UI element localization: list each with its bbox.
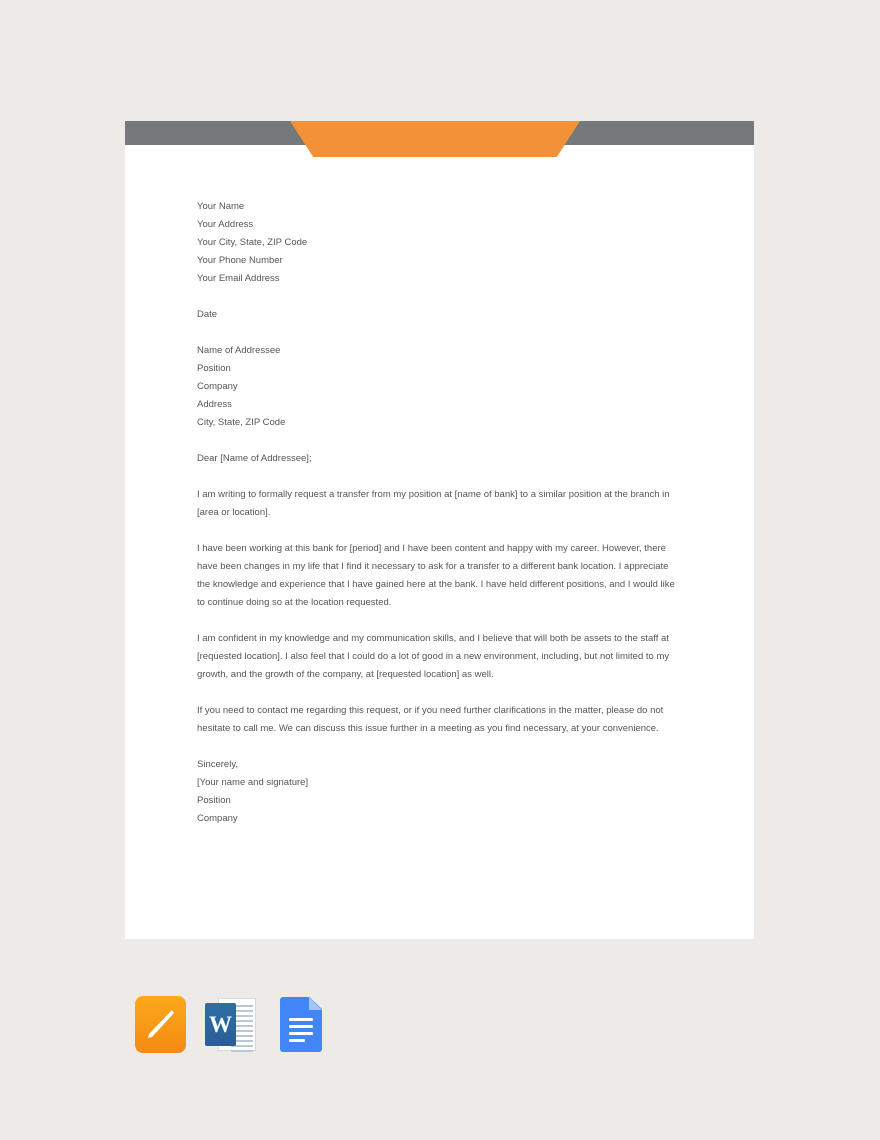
sender-line: Your Email Address bbox=[197, 273, 280, 284]
recipient-address-block bbox=[197, 342, 682, 432]
closing-line: Sincerely, bbox=[197, 759, 239, 770]
gdocs-corner-fold bbox=[309, 997, 322, 1010]
closing-block bbox=[197, 756, 682, 828]
pencil-glyph bbox=[146, 1008, 175, 1040]
salutation: Dear [Name of Addressee]; bbox=[197, 453, 312, 464]
closing-line: Position bbox=[197, 795, 231, 806]
salutation-block bbox=[197, 450, 682, 468]
date-line: Date bbox=[197, 309, 218, 320]
body-paragraph-1: I am writing to formally request a transfer from my position at [name of bank] to a similar position at the branch in [area or location]. bbox=[197, 489, 670, 518]
date-block bbox=[197, 306, 682, 324]
microsoft-word-icon[interactable] bbox=[205, 996, 256, 1053]
word-letter-tile: W bbox=[205, 1003, 236, 1046]
recipient-line: Address bbox=[197, 399, 232, 410]
sender-address-block bbox=[197, 198, 682, 288]
closing-line: [Your name and signature] bbox=[197, 777, 309, 788]
sender-line: Your Phone Number bbox=[197, 255, 283, 266]
body-paragraph-4: If you need to contact me regarding this request, or if you need further clarifications in the matter, please do not hesitate to call me. We can discuss this issue further in a meeting as you find necessary, at your convenience. bbox=[197, 705, 664, 734]
recipient-line: Position bbox=[197, 363, 231, 374]
sender-line: Your Name bbox=[197, 201, 245, 212]
gdocs-text-lines bbox=[289, 1018, 313, 1046]
accent-tab bbox=[290, 121, 580, 157]
apple-pages-icon[interactable] bbox=[135, 996, 186, 1053]
recipient-line: Company bbox=[197, 381, 238, 392]
google-docs-icon[interactable] bbox=[275, 996, 326, 1053]
closing-line: Company bbox=[197, 813, 238, 824]
body-paragraph-2: I have been working at this bank for [period] and I have been content and happy with my career. However, there have been changes in my life that I find it necessary to ask for a transfer to a different bank location. I appreciate the knowledge and experience that I have gained here at the bank. I have held different positions, and I would like to continue doing so at the location requested. bbox=[197, 543, 675, 608]
letter-sheet bbox=[125, 121, 754, 939]
recipient-line: Name of Addressee bbox=[197, 345, 281, 356]
file-format-icons bbox=[135, 996, 326, 1053]
letter-body bbox=[197, 198, 682, 846]
sender-line: Your City, State, ZIP Code bbox=[197, 237, 308, 248]
recipient-line: City, State, ZIP Code bbox=[197, 417, 286, 428]
body-paragraph-3: I am confident in my knowledge and my communication skills, and I believe that will both be assets to the staff at [requested location]. I also feel that I could do a lot of good in a new environment, including, but not limited to my growth, and the growth of the company, at [requested location] as well. bbox=[197, 633, 670, 680]
sender-line: Your Address bbox=[197, 219, 254, 230]
